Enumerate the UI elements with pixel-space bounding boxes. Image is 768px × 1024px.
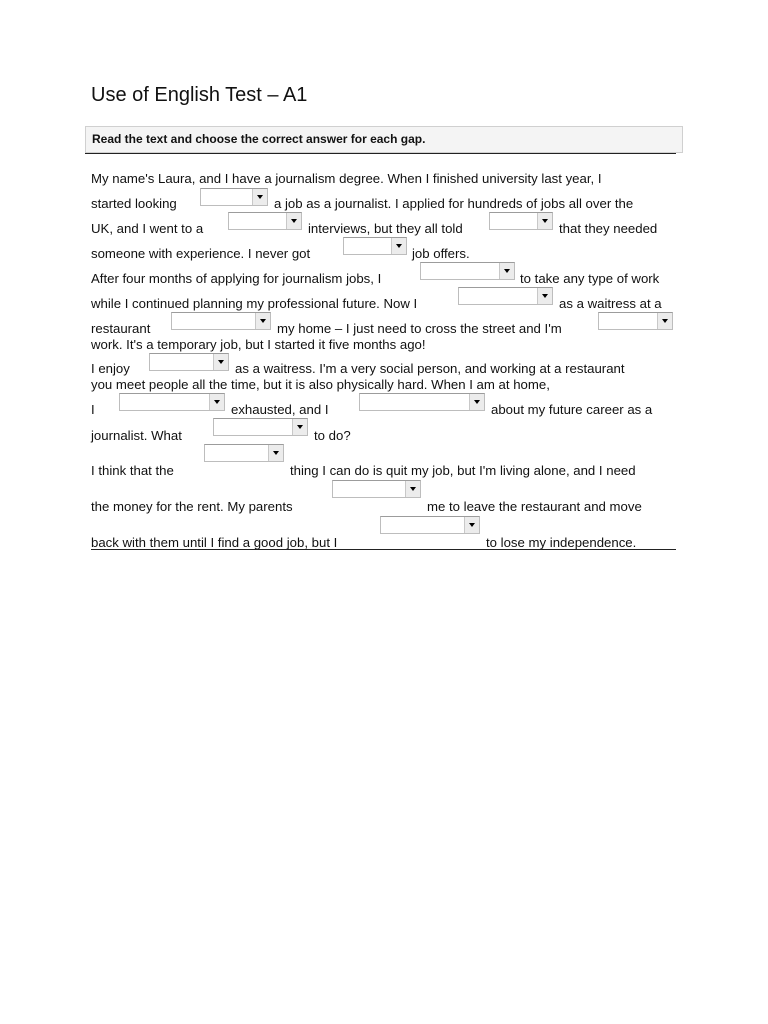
passage-text: thing I can do is quit my job, but I'm living alone, and I need bbox=[290, 463, 636, 478]
passage-text: back with them until I find a good job, but I bbox=[91, 535, 338, 550]
gap-9-dropdown[interactable] bbox=[149, 353, 229, 371]
divider bbox=[91, 549, 676, 550]
gap-13-dropdown[interactable] bbox=[204, 444, 284, 462]
passage-text: that they needed bbox=[559, 221, 658, 236]
triangle-down-icon bbox=[537, 288, 552, 304]
passage-text: as a waitress at a bbox=[559, 296, 662, 311]
gap-4-dropdown[interactable] bbox=[343, 237, 407, 255]
passage-text: exhausted, and I bbox=[231, 402, 329, 417]
triangle-down-icon bbox=[391, 238, 406, 254]
passage-text: started looking bbox=[91, 196, 177, 211]
gap-12-dropdown[interactable] bbox=[213, 418, 308, 436]
triangle-down-icon bbox=[292, 419, 307, 435]
passage-text: a job as a journalist. I applied for hundreds of jobs all over the bbox=[274, 196, 634, 211]
passage-text: you meet people all the time, but it is also physically hard. When I am at home, bbox=[91, 377, 550, 392]
triangle-down-icon bbox=[286, 213, 301, 229]
triangle-down-icon bbox=[268, 445, 283, 461]
instruction-text: Read the text and choose the correct answer for each gap. bbox=[92, 132, 426, 146]
passage-text: work. It's a temporary job, but I started it five months ago! bbox=[91, 337, 426, 352]
passage-text: I think that the bbox=[91, 463, 174, 478]
passage-text: the money for the rent. My parents bbox=[91, 499, 293, 514]
gap-7-dropdown[interactable] bbox=[171, 312, 271, 330]
gap-11-dropdown[interactable] bbox=[359, 393, 485, 411]
passage-text: journalist. What bbox=[91, 428, 182, 443]
gap-3-dropdown[interactable] bbox=[489, 212, 553, 230]
passage-text: me to leave the restaurant and move bbox=[427, 499, 642, 514]
triangle-down-icon bbox=[255, 313, 270, 329]
gap-15-dropdown[interactable] bbox=[380, 516, 480, 534]
gap-14-dropdown[interactable] bbox=[332, 480, 421, 498]
triangle-down-icon bbox=[405, 481, 420, 497]
passage-text: to take any type of work bbox=[520, 271, 660, 286]
passage-text: job offers. bbox=[412, 246, 470, 261]
passage-text: to do? bbox=[314, 428, 351, 443]
triangle-down-icon bbox=[464, 517, 479, 533]
passage-text: I bbox=[91, 402, 95, 417]
passage-text: about my future career as a bbox=[491, 402, 653, 417]
passage-text: restaurant bbox=[91, 321, 151, 336]
triangle-down-icon bbox=[469, 394, 484, 410]
passage-text: My name's Laura, and I have a journalism degree. When I finished university last year, I bbox=[91, 171, 602, 186]
gap-2-dropdown[interactable] bbox=[228, 212, 302, 230]
passage-text: I enjoy bbox=[91, 361, 130, 376]
triangle-down-icon bbox=[657, 313, 672, 329]
triangle-down-icon bbox=[252, 189, 267, 205]
passage-text: my home – I just need to cross the street and I'm bbox=[277, 321, 562, 336]
triangle-down-icon bbox=[499, 263, 514, 279]
gap-10-dropdown[interactable] bbox=[119, 393, 225, 411]
passage-text: UK, and I went to a bbox=[91, 221, 204, 236]
passage-text: someone with experience. I never got bbox=[91, 246, 311, 261]
gap-1-dropdown[interactable] bbox=[200, 188, 268, 206]
gap-5-dropdown[interactable] bbox=[420, 262, 515, 280]
triangle-down-icon bbox=[213, 354, 228, 370]
instruction-box bbox=[85, 126, 683, 153]
passage-text: as a waitress. I'm a very social person, and working at a restaurant bbox=[235, 361, 625, 376]
passage-text: while I continued planning my professional future. Now I bbox=[91, 296, 418, 311]
passage-text: to lose my independence. bbox=[486, 535, 637, 550]
passage-text: interviews, but they all told bbox=[308, 221, 463, 236]
page-title: Use of English Test – A1 bbox=[91, 84, 308, 106]
passage-text: After four months of applying for journalism jobs, I bbox=[91, 271, 382, 286]
divider bbox=[85, 153, 676, 154]
gap-8-dropdown[interactable] bbox=[598, 312, 673, 330]
triangle-down-icon bbox=[537, 213, 552, 229]
gap-6-dropdown[interactable] bbox=[458, 287, 553, 305]
triangle-down-icon bbox=[209, 394, 224, 410]
